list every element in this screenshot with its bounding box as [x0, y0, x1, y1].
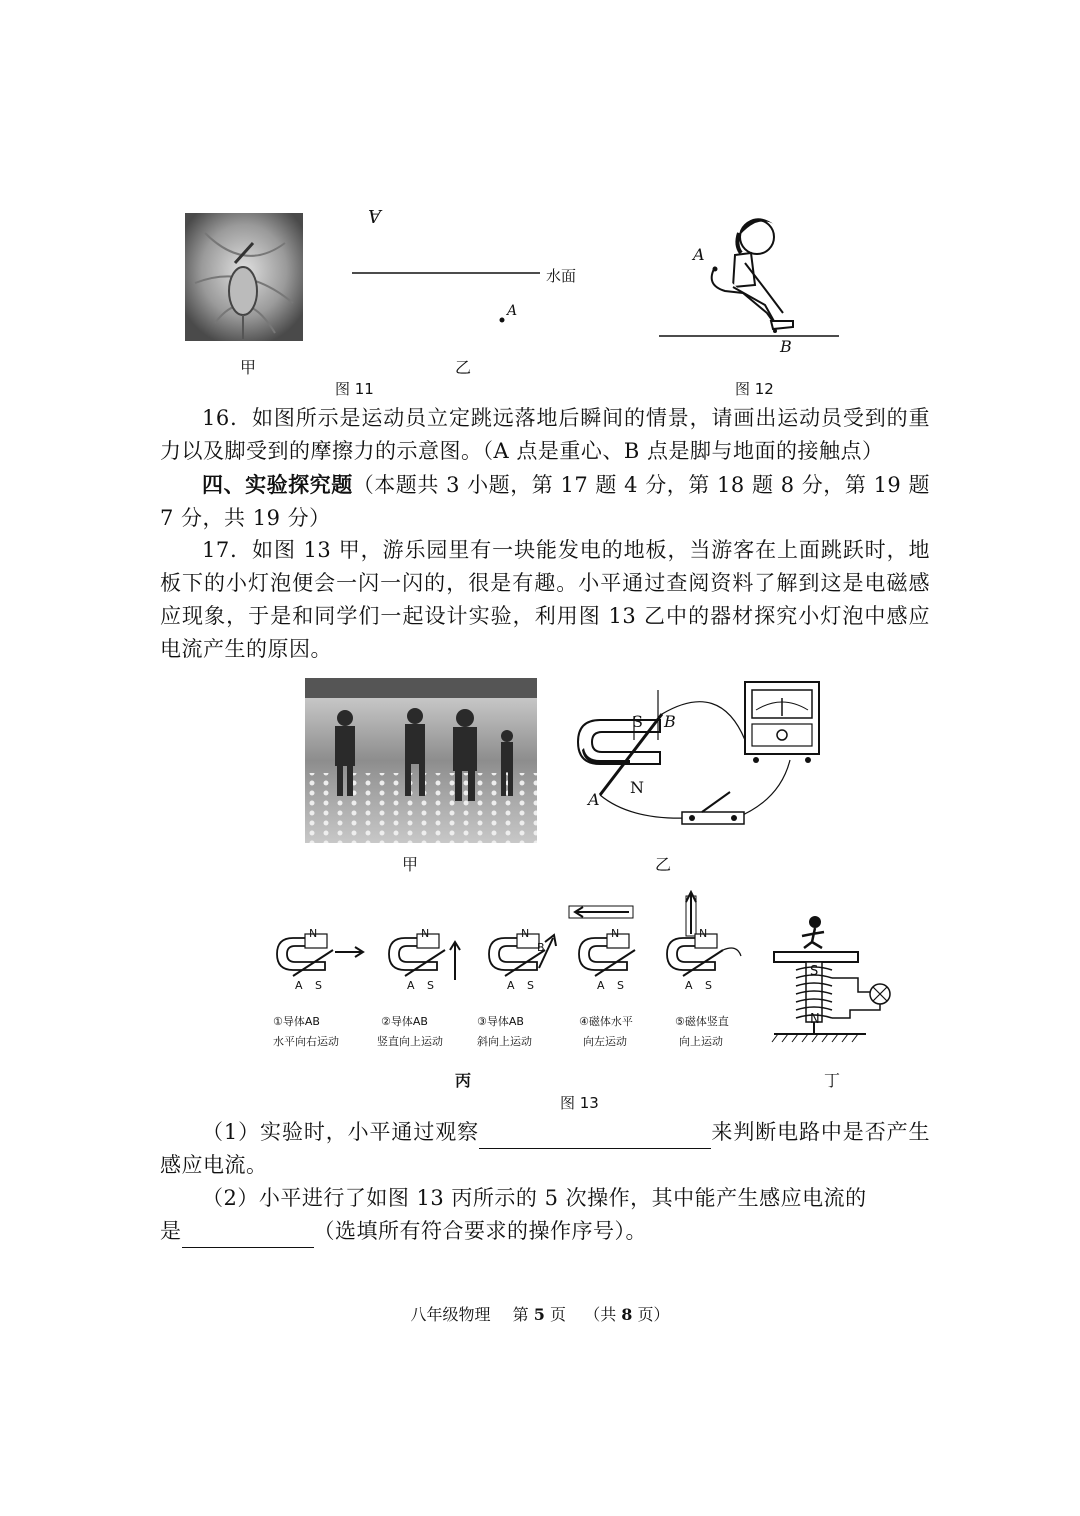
- fig13-bing-row: [265, 890, 755, 1090]
- q17-2-after: （选填所有符合要求的操作序号）。: [313, 1219, 647, 1243]
- footer-subject: 八年级物理: [410, 1305, 491, 1324]
- figure-11: [180, 205, 600, 405]
- fig13-op5-n: N: [699, 927, 708, 940]
- fig13-op3-line2: 斜向上运动: [477, 1035, 532, 1048]
- fig13-op4-line2: 向左运动: [583, 1035, 627, 1048]
- fig12-point-b: B: [780, 337, 792, 356]
- fig13-op3-line1: ③导体AB: [477, 1015, 524, 1028]
- q17-1-before: （1）实验时，小平通过观察: [202, 1120, 480, 1144]
- fig13-op5-s: S: [705, 979, 712, 992]
- footer-page-prefix: 第: [512, 1305, 529, 1324]
- fig13-op3-a: A: [507, 979, 515, 992]
- fig13-ding-n: N: [810, 1012, 820, 1027]
- fig11-point-a-prime: A: [368, 205, 381, 226]
- fig13-yi-n: N: [630, 778, 644, 797]
- fig13-yi-s: S: [632, 712, 643, 731]
- fig13-ding-s: S: [810, 964, 819, 979]
- fig13-yi-label: 乙: [655, 855, 672, 874]
- fig13-op2-line2: 竖直向上运动: [377, 1035, 443, 1048]
- fig13-jia-photo: [305, 678, 537, 843]
- fig13-yi-b: B: [664, 712, 676, 731]
- fig11-caption: 图 11: [335, 380, 374, 398]
- fig13-op4-n: N: [611, 927, 620, 940]
- fig13-op1-n: N: [309, 927, 318, 940]
- q17-2-line1: （2）小平进行了如图 13 丙所示的 5 次操作，其中能产生感应电流的: [202, 1186, 867, 1210]
- question-17-2-cont: [160, 1215, 930, 1248]
- fig13-op4-a: A: [597, 979, 605, 992]
- fig12-caption: 图 12: [735, 380, 774, 398]
- fig13-op-3: [477, 920, 567, 1048]
- fig13-op-5: [655, 890, 755, 1048]
- fig13-op4-s: S: [617, 979, 624, 992]
- q17-1-after: 来判断电路中是否产生感应电流。: [160, 1120, 930, 1177]
- fig13-op-4: [567, 890, 657, 1048]
- fig13-ding-label: 丁: [824, 1071, 841, 1090]
- fig13-op-1: [265, 920, 365, 1048]
- question-17: 17．如图 13 甲，游乐园里有一块能发电的地板，当游客在上面跳跃时，地板下的小灯泡便会一闪一闪的，很是有趣。小平通过查阅资料了解到这是电磁感应现象，于是和同学们一起设计实验，利用图 13 乙中的器材探究小灯泡中感应电流产生的原因。: [160, 538, 930, 661]
- fig13-yi-apparatus: [570, 680, 830, 840]
- q17-2-answer-blank[interactable]: [182, 1223, 314, 1248]
- fig13-op3-s: S: [527, 979, 534, 992]
- fig13-op1-line2: 水平向右运动: [273, 1035, 339, 1048]
- fig13-op5-line2: 向上运动: [679, 1035, 723, 1048]
- fig11-water-label: 水面: [546, 267, 577, 285]
- fig13-op1-s: S: [315, 979, 322, 992]
- fig13-op3-b: B: [537, 941, 545, 954]
- section-4-title: 四、实验探究题: [202, 472, 353, 497]
- section-4-heading: [160, 468, 930, 535]
- fig13-op1-line1: ①导体AB: [273, 1015, 320, 1028]
- fig13-op2-n: N: [421, 927, 430, 940]
- fig12-jumper: [655, 205, 845, 355]
- figure-12: [655, 205, 845, 405]
- fig11-jia-label: 甲: [240, 358, 257, 377]
- question-16: 16．如图所示是运动员立定跳远落地后瞬间的情景，请画出运动员受到的重力以及脚受到的摩擦力的示意图。（A 点是重心、B 点是脚与地面的接触点）: [160, 406, 930, 463]
- fig13-op1-a: A: [295, 979, 303, 992]
- fig13-yi-a: A: [588, 790, 600, 809]
- fig11-yi-label: 乙: [455, 358, 472, 377]
- section-4-desc: （本题共 3 小题，第 17 题 4 分，第 18 题 8 分，第 19 题 7 分，共 19 分）: [160, 473, 930, 530]
- footer-page-suffix: 页: [549, 1305, 566, 1324]
- footer-total-num: 8: [621, 1305, 633, 1324]
- fig11-jia-photo: [185, 213, 303, 341]
- fig13-op-2: [377, 920, 467, 1048]
- q17-2-before: 是: [160, 1219, 182, 1243]
- fig13-op3-n: N: [521, 927, 530, 940]
- fig13-ding-diagram: [770, 912, 900, 1052]
- fig11-point-a: A: [507, 303, 518, 319]
- fig12-point-a: A: [693, 245, 705, 264]
- fig13-op2-line1: ②导体AB: [381, 1015, 428, 1028]
- fig13-op5-line1: ⑤磁体竖直: [675, 1015, 729, 1028]
- q17-1-answer-blank[interactable]: [479, 1124, 711, 1149]
- question-17-2: [160, 1182, 930, 1215]
- footer-total-prefix: （共: [584, 1305, 617, 1324]
- fig13-op2-a: A: [407, 979, 415, 992]
- question-17-1: [160, 1116, 930, 1182]
- fig13-jia-label: 甲: [402, 855, 419, 874]
- page-footer: [0, 1302, 1080, 1325]
- fig13-op2-s: S: [427, 979, 434, 992]
- fig13-op5-a: A: [685, 979, 693, 992]
- footer-page-num: 5: [533, 1305, 545, 1324]
- fig13-caption: 图 13: [560, 1094, 599, 1112]
- fig13-op4-line1: ④磁体水平: [579, 1015, 633, 1028]
- footer-total-suffix: 页）: [637, 1305, 670, 1324]
- fig13-bing-label: 丙: [455, 1071, 472, 1090]
